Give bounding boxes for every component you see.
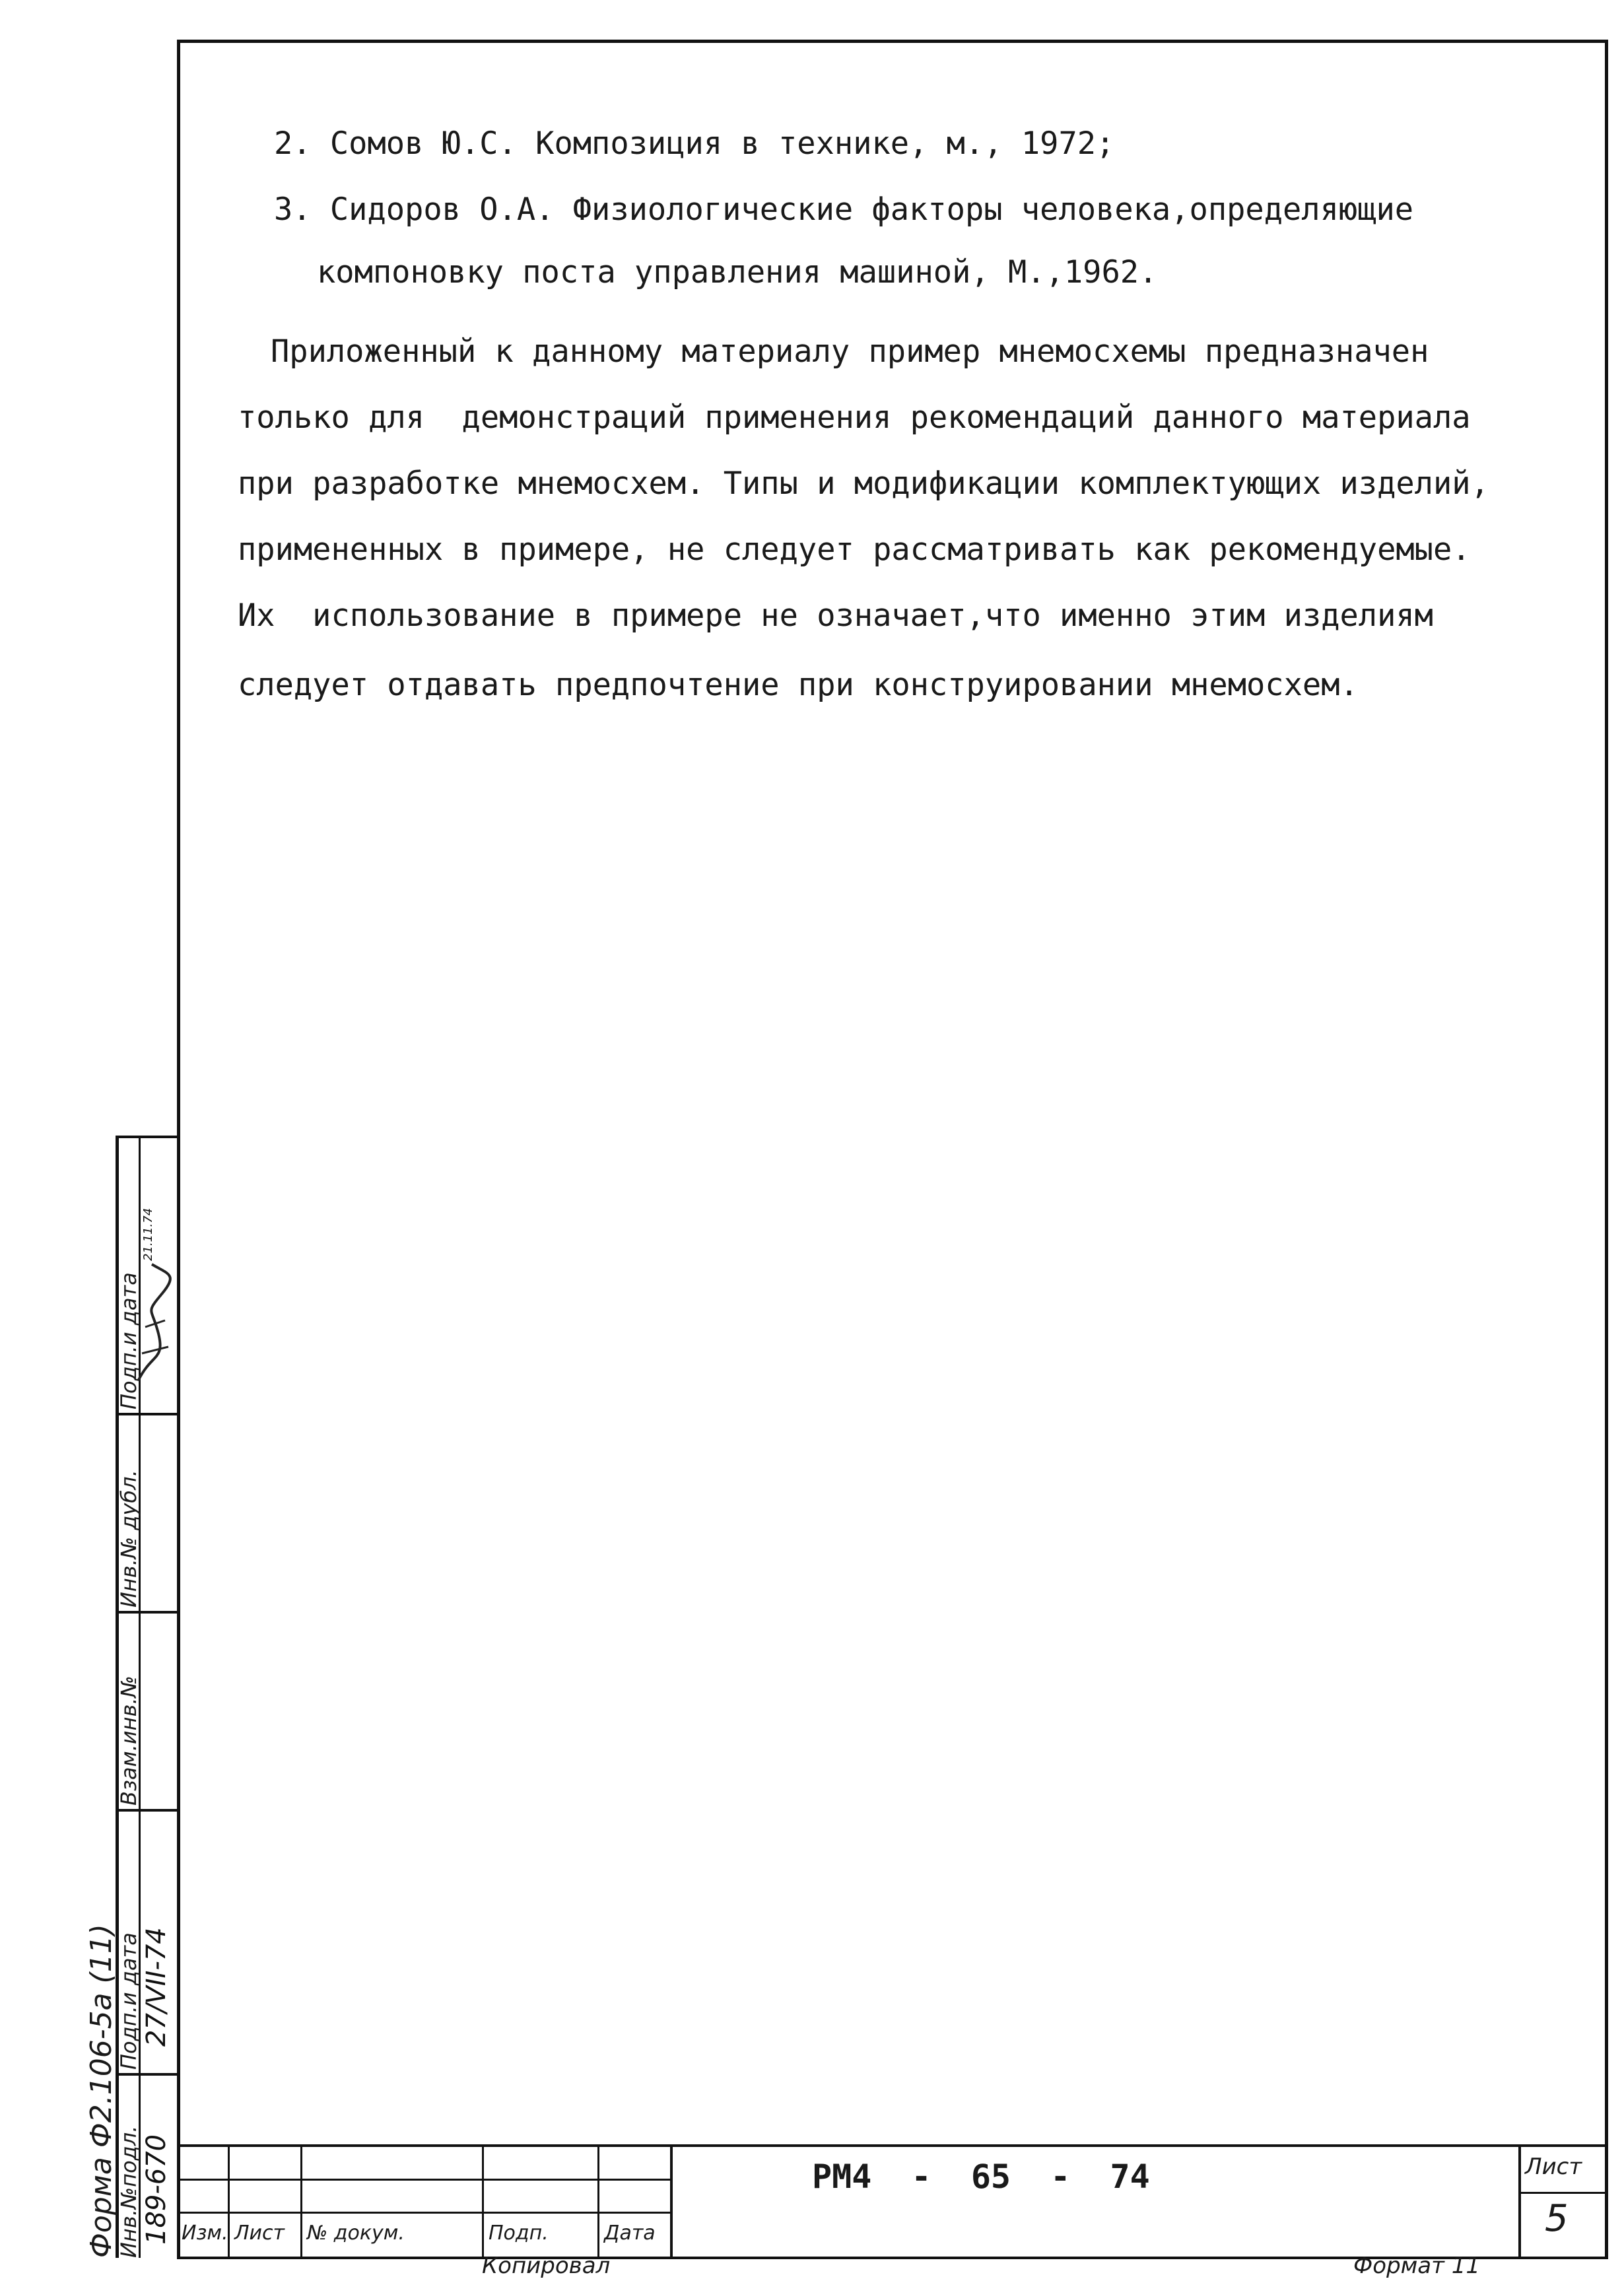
side-signature-date: 21.11.74 xyxy=(141,1208,155,1261)
paragraph-line-3: при разработке мнемосхем. Типы и модификации комплектующих изделий, xyxy=(238,465,1489,502)
side-label-inv-podl: Инв.№подл. xyxy=(116,2125,141,2258)
sheet-label: Лист xyxy=(1525,2154,1582,2180)
side-inv-number: 189-670 xyxy=(141,2134,172,2245)
column-izm: Изм. xyxy=(182,2222,228,2245)
paragraph-line-5: Их использование в примере не означает,что именно этим изделиям xyxy=(238,597,1433,634)
side-label-podp-data-2: Подп.и дата xyxy=(116,1272,141,1410)
frame-top xyxy=(177,40,1608,43)
copied-label: Копировал xyxy=(482,2253,611,2279)
side-date-handwritten: 27/VII-74 xyxy=(141,1927,172,2047)
reference-2: 2. Сомов Ю.С. Композиция в технике, м., 1972; xyxy=(274,125,1115,162)
paragraph-line-2: только для демонстраций применения рекомендаций данного материала xyxy=(238,399,1471,436)
format-label: Формат 11 xyxy=(1353,2253,1481,2279)
reference-3: 3. Сидоров О.А. Физиологические факторы человека,определяющие xyxy=(274,191,1414,228)
side-label-podp-data-1: Подп.и дата xyxy=(116,1932,141,2070)
column-n-dokum: № докум. xyxy=(307,2222,405,2245)
frame-left xyxy=(177,40,180,2258)
side-label-vzam-inv: Взам.инв.№ xyxy=(116,1676,141,1806)
paragraph-line-1: Приложенный к данному материалу пример мнемосхемы предназначен xyxy=(271,333,1429,370)
column-data: Дата xyxy=(604,2222,656,2245)
sheet-number: 5 xyxy=(1545,2197,1569,2240)
document-code: РМ4 - 65 - 74 xyxy=(812,2158,1150,2196)
side-label-inv-dubl: Инв.№ дубл. xyxy=(116,1470,141,1608)
column-list: Лист xyxy=(234,2222,285,2245)
reference-3-cont: компоновку поста управления машиной, М.,1962. xyxy=(317,254,1158,290)
column-podp: Подп. xyxy=(489,2222,549,2245)
form-label: Форма Ф2.106-5а (11) xyxy=(85,1924,118,2258)
frame-right xyxy=(1605,40,1608,2258)
paragraph-line-4: примененных в примере, не следует рассматривать как рекомендуемые. xyxy=(238,531,1471,568)
signature-mark xyxy=(132,1254,178,1386)
paragraph-line-6: следует отдавать предпочтение при конструировании мнемосхем. xyxy=(238,667,1359,703)
